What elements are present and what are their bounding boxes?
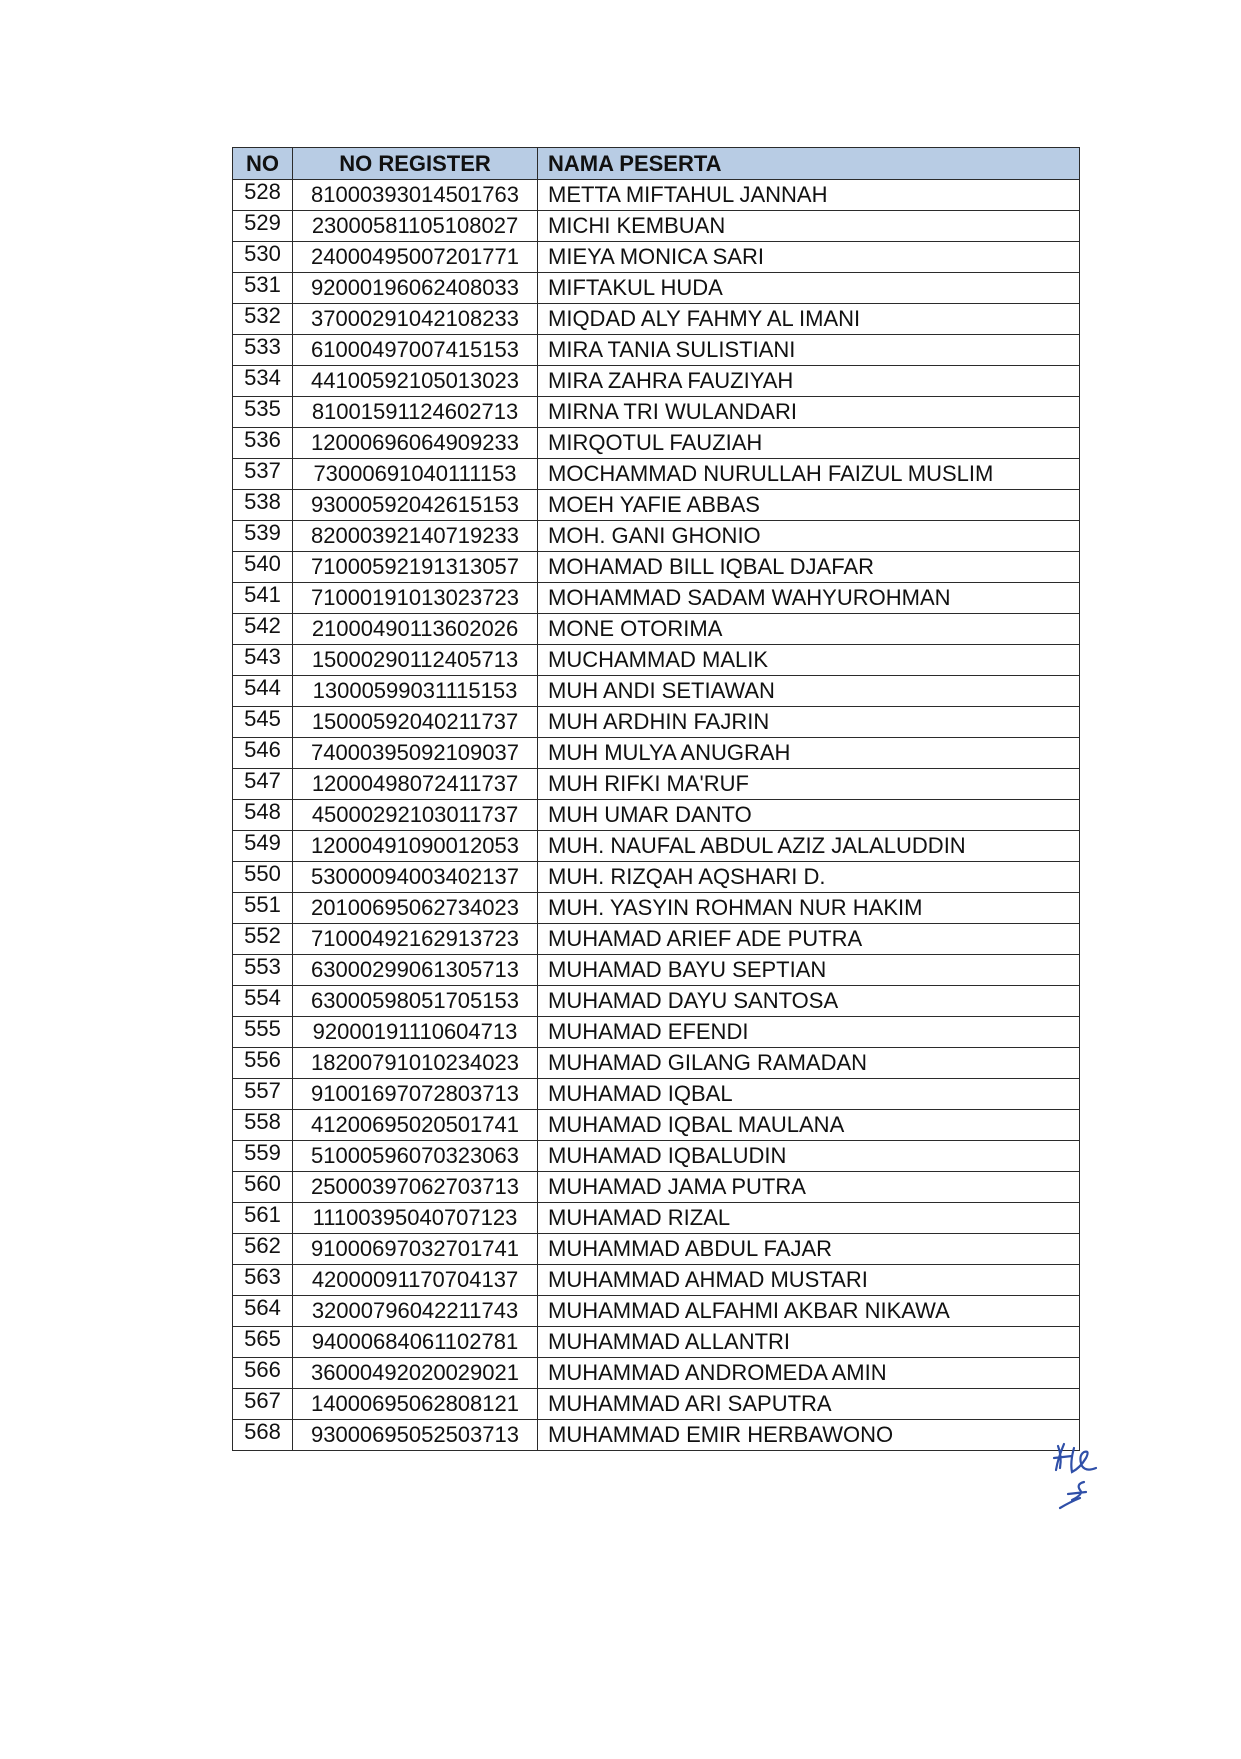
participant-name-cell: MIFTAKUL HUDA	[538, 273, 1080, 304]
participant-name-cell: MUHAMAD EFENDI	[538, 1017, 1080, 1048]
row-number-cell: 541	[233, 583, 293, 614]
table-row	[233, 831, 1080, 862]
participant-name-cell: MOHAMAD BILL IQBAL DJAFAR	[538, 552, 1080, 583]
row-number-cell: 529	[233, 211, 293, 242]
row-number-cell: 539	[233, 521, 293, 552]
participant-name-cell: MUH. YASYIN ROHMAN NUR HAKIM	[538, 893, 1080, 924]
participant-name-cell: MIQDAD ALY FAHMY AL IMANI	[538, 304, 1080, 335]
table-row	[233, 1358, 1080, 1389]
register-number-cell: 92000196062408033	[293, 273, 538, 304]
row-number-cell: 567	[233, 1389, 293, 1420]
row-number-cell: 556	[233, 1048, 293, 1079]
table-row	[233, 1327, 1080, 1358]
table-row	[233, 862, 1080, 893]
participant-name-cell: MUHAMAD RIZAL	[538, 1203, 1080, 1234]
register-number-cell: 71000492162913723	[293, 924, 538, 955]
row-number-cell: 545	[233, 707, 293, 738]
register-number-cell: 20100695062734023	[293, 893, 538, 924]
table-row	[233, 676, 1080, 707]
row-number-cell: 568	[233, 1420, 293, 1451]
register-number-cell: 63000598051705153	[293, 986, 538, 1017]
register-number-cell: 71000191013023723	[293, 583, 538, 614]
table-row	[233, 738, 1080, 769]
participant-name-cell: MIRA ZAHRA FAUZIYAH	[538, 366, 1080, 397]
participant-name-cell: MONE OTORIMA	[538, 614, 1080, 645]
row-number-cell: 566	[233, 1358, 293, 1389]
participant-table	[232, 147, 1080, 1451]
table-row	[233, 304, 1080, 335]
table-row	[233, 273, 1080, 304]
row-number-cell: 538	[233, 490, 293, 521]
register-number-cell: 73000691040111153	[293, 459, 538, 490]
row-number-cell: 542	[233, 614, 293, 645]
register-number-cell: 11100395040707123	[293, 1203, 538, 1234]
table-row	[233, 1420, 1080, 1451]
register-number-cell: 53000094003402137	[293, 862, 538, 893]
participant-name-cell: MUHAMMAD ABDUL FAJAR	[538, 1234, 1080, 1265]
row-number-cell: 528	[233, 180, 293, 211]
table-row	[233, 893, 1080, 924]
participant-name-cell: MUH. NAUFAL ABDUL AZIZ JALALUDDIN	[538, 831, 1080, 862]
table-row	[233, 335, 1080, 366]
row-number-cell: 546	[233, 738, 293, 769]
row-number-cell: 534	[233, 366, 293, 397]
register-number-cell: 24000495007201771	[293, 242, 538, 273]
register-number-cell: 13000599031115153	[293, 676, 538, 707]
participant-name-cell: MUHAMAD DAYU SANTOSA	[538, 986, 1080, 1017]
register-number-cell: 18200791010234023	[293, 1048, 538, 1079]
table-row	[233, 459, 1080, 490]
table-row	[233, 180, 1080, 211]
row-number-cell: 555	[233, 1017, 293, 1048]
participant-name-cell: MUHAMMAD ARI SAPUTRA	[538, 1389, 1080, 1420]
participant-name-cell: MUHAMMAD ALFAHMI AKBAR NIKAWA	[538, 1296, 1080, 1327]
table-row	[233, 428, 1080, 459]
row-number-cell: 560	[233, 1172, 293, 1203]
row-number-cell: 557	[233, 1079, 293, 1110]
table-row	[233, 955, 1080, 986]
register-number-cell: 71000592191313057	[293, 552, 538, 583]
participant-name-cell: MIRNA TRI WULANDARI	[538, 397, 1080, 428]
table-row	[233, 1172, 1080, 1203]
table-row	[233, 800, 1080, 831]
register-number-cell: 32000796042211743	[293, 1296, 538, 1327]
table-row	[233, 924, 1080, 955]
row-number-cell: 540	[233, 552, 293, 583]
handwritten-initials-icon	[1050, 1438, 1110, 1518]
participant-name-cell: MUH ANDI SETIAWAN	[538, 676, 1080, 707]
register-number-cell: 23000581105108027	[293, 211, 538, 242]
row-number-cell: 550	[233, 862, 293, 893]
table-row	[233, 1203, 1080, 1234]
register-number-cell: 36000492020029021	[293, 1358, 538, 1389]
row-number-cell: 544	[233, 676, 293, 707]
register-number-cell: 93000592042615153	[293, 490, 538, 521]
table-row	[233, 583, 1080, 614]
participant-name-cell: MUHAMAD BAYU SEPTIAN	[538, 955, 1080, 986]
table-row	[233, 1234, 1080, 1265]
register-number-cell: 12000696064909233	[293, 428, 538, 459]
participant-name-cell: MUH UMAR DANTO	[538, 800, 1080, 831]
table-row	[233, 769, 1080, 800]
participant-name-cell: MUCHAMMAD MALIK	[538, 645, 1080, 676]
participant-name-cell: MUHAMAD IQBAL	[538, 1079, 1080, 1110]
register-number-cell: 51000596070323063	[293, 1141, 538, 1172]
register-number-cell: 82000392140719233	[293, 521, 538, 552]
register-number-cell: 61000497007415153	[293, 335, 538, 366]
register-number-cell: 81001591124602713	[293, 397, 538, 428]
column-header-no: NO	[233, 148, 293, 180]
row-number-cell: 533	[233, 335, 293, 366]
column-header-name: NAMA PESERTA	[538, 148, 1080, 180]
register-number-cell: 91001697072803713	[293, 1079, 538, 1110]
table-row	[233, 211, 1080, 242]
participant-name-cell: MUHAMMAD ALLANTRI	[538, 1327, 1080, 1358]
table-body	[233, 180, 1080, 1451]
participant-name-cell: MICHI KEMBUAN	[538, 211, 1080, 242]
participant-name-cell: MUHAMMAD ANDROMEDA AMIN	[538, 1358, 1080, 1389]
row-number-cell: 565	[233, 1327, 293, 1358]
row-number-cell: 562	[233, 1234, 293, 1265]
row-number-cell: 553	[233, 955, 293, 986]
participant-name-cell: MUHAMAD IQBAL MAULANA	[538, 1110, 1080, 1141]
participant-name-cell: MUHAMAD ARIEF ADE PUTRA	[538, 924, 1080, 955]
row-number-cell: 554	[233, 986, 293, 1017]
row-number-cell: 536	[233, 428, 293, 459]
table-row	[233, 614, 1080, 645]
participant-name-cell: MOH. GANI GHONIO	[538, 521, 1080, 552]
participant-name-cell: MIRQOTUL FAUZIAH	[538, 428, 1080, 459]
table-row	[233, 986, 1080, 1017]
table-row	[233, 552, 1080, 583]
register-number-cell: 12000498072411737	[293, 769, 538, 800]
row-number-cell: 551	[233, 893, 293, 924]
row-number-cell: 549	[233, 831, 293, 862]
register-number-cell: 12000491090012053	[293, 831, 538, 862]
table-header-row	[233, 148, 1080, 180]
table-row	[233, 490, 1080, 521]
register-number-cell: 14000695062808121	[293, 1389, 538, 1420]
register-number-cell: 15000290112405713	[293, 645, 538, 676]
register-number-cell: 42000091170704137	[293, 1265, 538, 1296]
table-row	[233, 1017, 1080, 1048]
participant-name-cell: MUH MULYA ANUGRAH	[538, 738, 1080, 769]
register-number-cell: 37000291042108233	[293, 304, 538, 335]
register-number-cell: 21000490113602026	[293, 614, 538, 645]
participant-name-cell: MOEH YAFIE ABBAS	[538, 490, 1080, 521]
register-number-cell: 25000397062703713	[293, 1172, 538, 1203]
row-number-cell: 532	[233, 304, 293, 335]
row-number-cell: 530	[233, 242, 293, 273]
table-row	[233, 1265, 1080, 1296]
table-row	[233, 1110, 1080, 1141]
register-number-cell: 92000191110604713	[293, 1017, 538, 1048]
row-number-cell: 561	[233, 1203, 293, 1234]
table-row	[233, 1079, 1080, 1110]
table-row	[233, 397, 1080, 428]
row-number-cell: 552	[233, 924, 293, 955]
register-number-cell: 15000592040211737	[293, 707, 538, 738]
table-row	[233, 707, 1080, 738]
participant-name-cell: MOHAMMAD SADAM WAHYUROHMAN	[538, 583, 1080, 614]
register-number-cell: 74000395092109037	[293, 738, 538, 769]
row-number-cell: 547	[233, 769, 293, 800]
register-number-cell: 45000292103011737	[293, 800, 538, 831]
participant-name-cell: METTA MIFTAHUL JANNAH	[538, 180, 1080, 211]
participant-name-cell: MUHAMMAD AHMAD MUSTARI	[538, 1265, 1080, 1296]
row-number-cell: 548	[233, 800, 293, 831]
participant-name-cell: MIEYA MONICA SARI	[538, 242, 1080, 273]
participant-name-cell: MIRA TANIA SULISTIANI	[538, 335, 1080, 366]
row-number-cell: 537	[233, 459, 293, 490]
participant-name-cell: MUHAMAD GILANG RAMADAN	[538, 1048, 1080, 1079]
register-number-cell: 41200695020501741	[293, 1110, 538, 1141]
participant-name-cell: MOCHAMMAD NURULLAH FAIZUL MUSLIM	[538, 459, 1080, 490]
participant-name-cell: MUH. RIZQAH AQSHARI D.	[538, 862, 1080, 893]
participant-name-cell: MUH ARDHIN FAJRIN	[538, 707, 1080, 738]
row-number-cell: 563	[233, 1265, 293, 1296]
register-number-cell: 93000695052503713	[293, 1420, 538, 1451]
column-header-register: NO REGISTER	[293, 148, 538, 180]
register-number-cell: 44100592105013023	[293, 366, 538, 397]
participant-name-cell: MUHAMAD JAMA PUTRA	[538, 1172, 1080, 1203]
table-row	[233, 1141, 1080, 1172]
table-row	[233, 242, 1080, 273]
row-number-cell: 559	[233, 1141, 293, 1172]
table-row	[233, 521, 1080, 552]
register-number-cell: 63000299061305713	[293, 955, 538, 986]
table-row	[233, 1296, 1080, 1327]
register-number-cell: 91000697032701741	[293, 1234, 538, 1265]
row-number-cell: 564	[233, 1296, 293, 1327]
table-row	[233, 1389, 1080, 1420]
row-number-cell: 535	[233, 397, 293, 428]
row-number-cell: 543	[233, 645, 293, 676]
table-row	[233, 366, 1080, 397]
table-row	[233, 645, 1080, 676]
row-number-cell: 558	[233, 1110, 293, 1141]
table-row	[233, 1048, 1080, 1079]
row-number-cell: 531	[233, 273, 293, 304]
register-number-cell: 94000684061102781	[293, 1327, 538, 1358]
register-number-cell: 81000393014501763	[293, 180, 538, 211]
participant-name-cell: MUHAMAD IQBALUDIN	[538, 1141, 1080, 1172]
participant-name-cell: MUHAMMAD EMIR HERBAWONO	[538, 1420, 1080, 1451]
participant-name-cell: MUH RIFKI MA'RUF	[538, 769, 1080, 800]
